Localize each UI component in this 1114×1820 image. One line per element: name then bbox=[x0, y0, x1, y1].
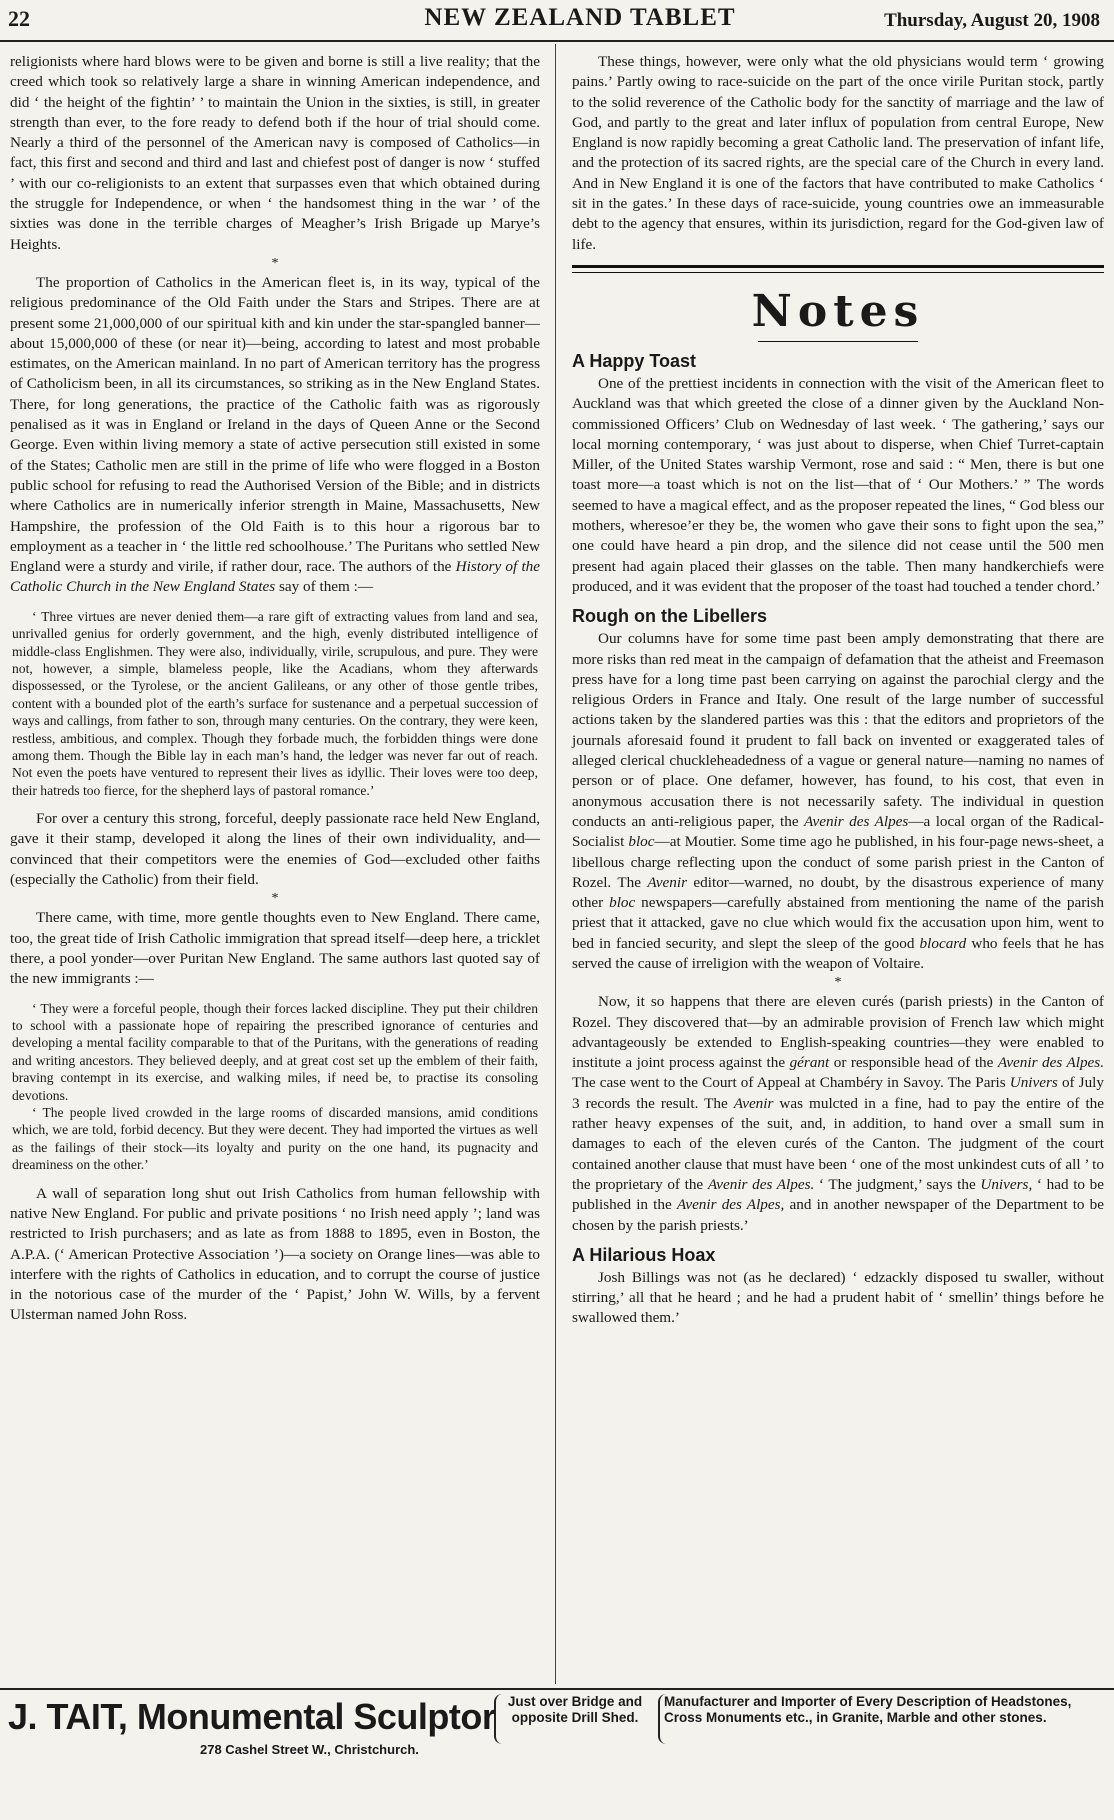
article-paragraph: There came, with time, more gentle thoughts even to New England. There came, too, the great tide of Irish Catholic immigration that spread itself—deep here, a tricklet there, a pool yonder—over Puritan New England. The same authors last quoted say of the new immigrants :— bbox=[10, 909, 540, 988]
notes-heading: Notes bbox=[751, 285, 925, 337]
masthead bbox=[0, 0, 1114, 40]
article-paragraph: Now, it so happens that there are eleven curés (parish priests) in the Canton of Rozel. They discovered that—by an admirable provision of French law which might advantageously be extended to English-speaking countries—they were enabled to institute a joint process against the gérant or responsible head of the Avenir des Alpes. The case went to the Court of Appeal at Chambéry in Savoy. The Paris Univers of July 3 records the result. The Avenir was mulcted in a fine, had to pay the entire of the rather heavy expenses of the suit, and, in addition, to hand over a small sum in damages to each of the eleven curés of the Canton. The judgment of the court contained another clause that must have been ‘ one of the most unkindest cuts of all ’ to the proprietary of the Avenir des Alpes. ‘ The judgment,’ says the Univers, ‘ had to be published in the Avenir des Alpes, and in another newspaper of the Department to be chosen by the parish priests.’ bbox=[572, 993, 1105, 1234]
page-number: 22 bbox=[8, 6, 30, 31]
section-heading: A Hilarious Hoax bbox=[572, 1244, 716, 1265]
publication-title: NEW ZEALAND TABLET bbox=[424, 4, 736, 31]
advertiser-location: Just over Bridge and opposite Drill Shed. bbox=[507, 1694, 643, 1725]
article-paragraph: For over a century this strong, forceful, deeply passionate race held New England, gave it their stamp, developed it along the lines of their own individuality, and—convinced that their competitors were the enemies of God—excluded other faiths (especially the Catholic) from their field. bbox=[10, 810, 540, 889]
advertiser-trade: Manufacturer and Importer of Every Description of Headstones, Cross Monuments etc., in Granite, Marble and other stones. bbox=[664, 1694, 1072, 1725]
article-paragraph: Our columns have for some time past been amply demonstrating that there are more risks than red meat in the campaign of defamation that the atheist and Freemason press have for a long time past been carrying on against the parochial clergy and the religious Orders in France and Italy. One result of the large number of successful actions taken by the slandered parties was this : that the editors and proprietors of the journals aforesaid found it prudent to fall back on invented or exaggerated tales of alleged clerical chuckleheadedness of a vague or general nature—naming no names of person or of place. One defamer, however, has found, to his cost, that even in anonymous accusation there is not necessarily safety. The individual in question conducts an anti-religious paper, the Avenir des Alpes—a local organ of the Radical-Socialist bloc—at Moutier. Some time ago he published, in his four-page news-sheet, a libellous charge reflecting upon the conduct of some parish priest in the Canton of Rozel. The Avenir editor—warned, no doubt, by the disastrous experience of many other bloc newspapers—carefully abstained from mentioning the name of the parish priest that it attacked, gave no clue which would fix the accusation upon him, went to bed in fancied security, and slept the sleep of the good blocard who feels that he has served the cause of irreligion with the weapon of Voltaire. bbox=[572, 630, 1104, 972]
section-heading: A Happy Toast bbox=[572, 350, 697, 371]
advertiser-name: J. TAIT, Monumental Sculptor bbox=[8, 1696, 496, 1737]
article-paragraph: A wall of separation long shut out Irish Catholics from human fellowship with native New England. For public and private positions ‘ no Irish need apply ’; land was restricted to Irish purchasers; and as late as from 1888 to 1895, even in Boston, the A.P.A. (‘ American Protective Association ’)—a society on Orange lines—was able to interfere with the rights of Catholics in education, and to corrupt the course of justice in the notorious case of the murder of the ‘ Papist,’ John W. Wills, by a fervent Ulsterman named John Ross. bbox=[10, 1184, 540, 1324]
block-quote bbox=[12, 608, 538, 799]
notes-rule bbox=[572, 265, 1104, 273]
article-paragraph: One of the prettiest incidents in connection with the visit of the American fleet to Auckland was that which greeted the close of a dinner given by the Auckland Non-commissioned Officers’ Club on Wednesday of last week. ‘ The gathering,’ says our local morning contemporary, ‘ was just about to disperse, when Chief Turret-captain Miller, of the United States warship Vermont, rose and said : “ Men, there is but one toast more—a toast which is not on the list—that of ‘ Our Mothers.’ ” The words seemed to have a magical effect, and as the proposer repeated the lines, “ God bless our mothers, wheresoe’er they be, the women who gave their sons to fight upon the sea,” one could have heard a pin drop, and the silence did not cease until the 500 men present had again placed their glasses on the table. Then many handkerchiefs were produced, and it was evident that the proposer of the toast had touched a tender chord.’ bbox=[572, 374, 1104, 595]
advertiser-address: 278 Cashel Street W., Christchurch. bbox=[200, 1742, 419, 1757]
article-paragraph: The proportion of Catholics in the American fleet is, in its way, typical of the religious predominance of the Old Faith under the Stars and Stripes. There are at present some 21,000,000 of our spiritual kith and kin under the star-spangled banner—about 15,000,000 of these (or near it)—being, according to latest and most probable estimates, on the American mainland. In no part of American territory has the progress of Catholicism been, in all its circumstances, so striking as in the New England States. There, for long generations, the practice of the Catholic faith was as rigorously penalised as it was in England or Ireland in the days of Queen Anne or the Second George. Even within living memory a state of active persecution still existed in some of the States; Catholic men are still in the prime of life who were flogged in a Boston public school for refusing to read the Authorised Version of the Bible; and in districts where Catholics are in numerically inferior strength in Maine, Massachusetts, New Hampshire, the profession of the Old Faith is to this hour a rigorous bar to employment as a teacher in ‘ the little red schoolhouse.’ The Puritans who settled New England were a sturdy and virile, if rather dour, race. The authors of the History of the Catholic Church in the New England States say of them :— bbox=[10, 273, 540, 596]
notes-underline bbox=[758, 341, 918, 342]
section-heading: Rough on the Libellers bbox=[572, 606, 768, 627]
left-column bbox=[10, 52, 540, 1326]
issue-date: Thursday, August 20, 1908 bbox=[884, 10, 1100, 31]
section-separator: * bbox=[834, 975, 842, 991]
quote-paragraph: ‘ The people lived crowded in the large rooms of discarded mansions, amid conditions which, we are told, forbid decency. But they were decent. They had imported the virtues as well as the failings of their stock—its loyalty and purity on the one hand, its pugnacity and dreaminess on the other.’ bbox=[12, 1105, 538, 1173]
advertisement bbox=[0, 1692, 1114, 1812]
block-quote bbox=[12, 1000, 538, 1174]
column-divider bbox=[555, 44, 556, 1684]
quote-paragraph: ‘ Three virtues are never denied them—a rare gift of extracting values from land and sea, unrivalled genius for orderly government, and the high, evenly distributed intelligence of middle-class Englishmen. They were also, individually, virile, scrupulous, and pure. They were not, however, a simple, blameless people, like the Acadians, whom they afterwards dispossessed, or the Tyrolese, or the ancient Galileans, or any other of those gentle tribes, content with a bounded plot of the earth’s surface for sustenance and a perpetual succession of ways and callings, from father to son, through many centuries. On the contrary, they were keen, restless, ambitious, and complex. Though they forbade much, the forbidden things were done among them. Though the Bible lay in each man’s hand, the ledger was never far out of reach. Not even the poets have ventured to represent their lives as idyllic. Their loves were too deep, their hatreds too fierce, for the shepherd lays of pastoral romance.’ bbox=[12, 608, 538, 798]
advertisement-rule bbox=[0, 1688, 1114, 1690]
quote-paragraph: ‘ They were a forceful people, though their forces lacked discipline. They put their children to school with a passionate hope of repairing the prescribed ignorance of centuries and developing a mental facility comparable to that of the Puritans, with the generations of reading and writing ancestors. They believed deeply, and at great cost set up the emblem of their faith, braving contempt in its exercise, and walking miles, if need be, to practise its consoling devotions. bbox=[12, 1000, 538, 1103]
article-paragraph: religionists where hard blows were to be given and borne is still a live reality; that the creed which took so relatively large a share in winning American independence, and did ‘ the height of the fightin’ ’ to maintain the Union in the sixties, is still, in greater strength than ever, to the fore ready to defend both if the hour of trial should come. Nearly a third of the personnel of the American navy is composed of Catholics—in fact, this first and second and third and last and chiefest post of danger is now ‘ stuffed ’ with our co-religionists to an extent that surpasses even that which obtained during the struggle for Independence, or when ‘ the handsomest thing in the war ’ of the sixties was done in the terrible charges of Meagher’s Irish Brigade up Marye’s Heights. bbox=[10, 53, 540, 253]
masthead-rule bbox=[0, 40, 1114, 42]
right-column bbox=[572, 52, 1104, 1329]
article-paragraph: These things, however, were only what the old physicians would term ‘ growing pains.’ Partly owing to race-suicide on the part of the once virile Puritan stock, partly to the solid reverence of the Catholic body for the sanctity of marriage and the law of God, and partly to the great and later influx of population from central Europe, New England is now rapidly becoming a great Catholic land. The preservation of infant life, and the protection of its sacred rights, are the special care of the Church in every land. And in New England it is one of the factors that have contributed to make Catholics ‘ sit in the gates.’ In these days of race-suicide, young countries owe an immeasurable debt to the agency that ensures, within its jurisdiction, regard for the God-given law of life. bbox=[572, 53, 1104, 253]
section-separator: * bbox=[271, 255, 279, 271]
article-paragraph: Josh Billings was not (as he declared) ‘ edzackly disposed tu swaller, without stirring,’ all that he heard ; and he had a prudent habit of ‘ smellin’ things before he swallowed them.’ bbox=[572, 1268, 1104, 1327]
section-separator: * bbox=[271, 891, 279, 907]
